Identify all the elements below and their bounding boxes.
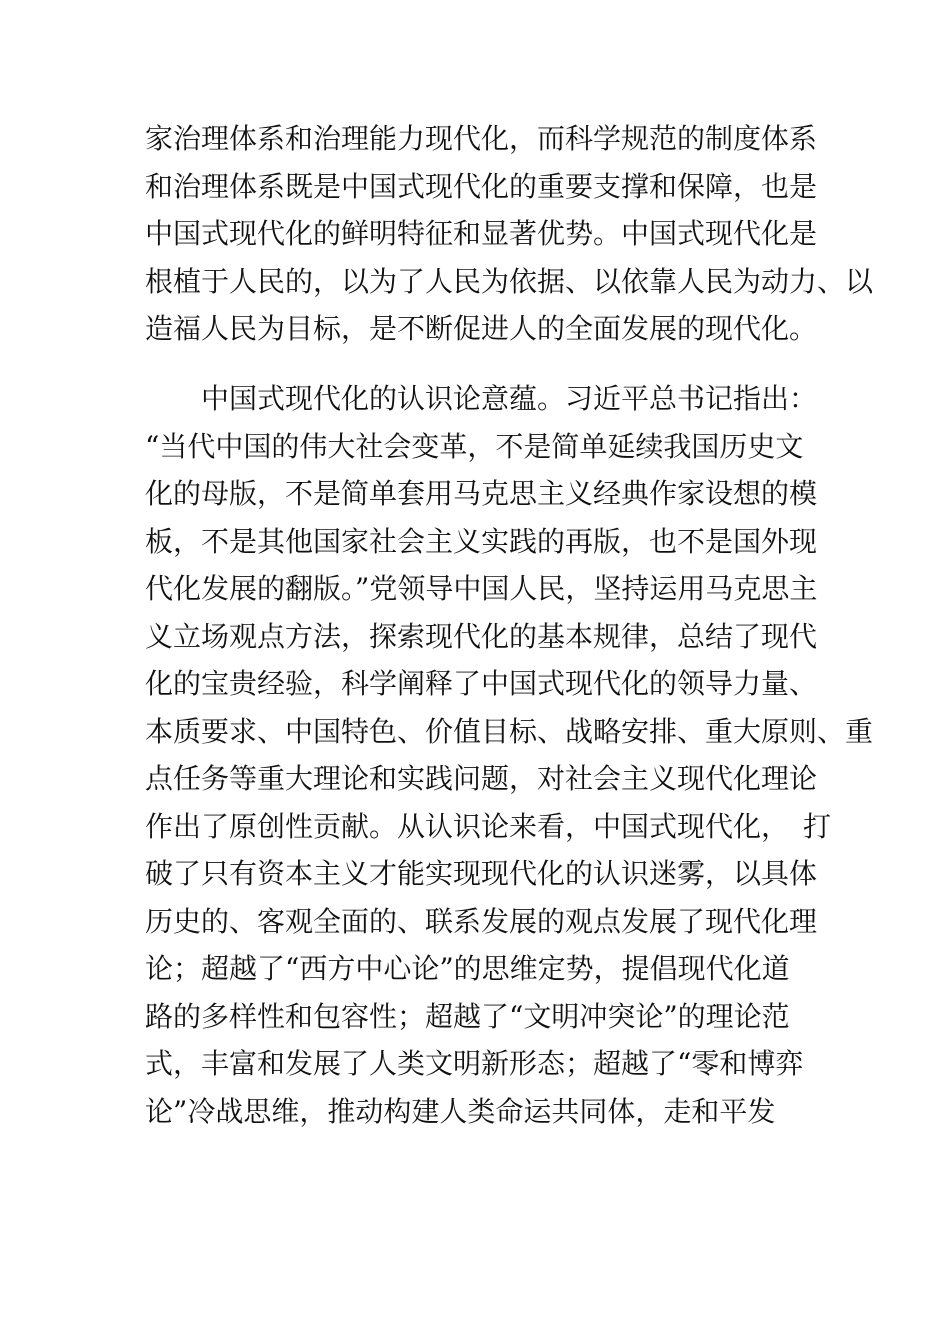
text-line: 作出了原创性贡献。从认识论来看，中国式现代化， 打 (145, 809, 832, 843)
text-line: 化的宝贵经验，科学阐释了中国式现代化的领导力量、 (145, 667, 818, 700)
text-line: 论”冷战思维，推动构建人类命运共同体，走和平发 (145, 1094, 776, 1128)
text-line: 破了只有资本主义才能实现现代化的认识迷雾，以具体 (145, 857, 818, 890)
text-line: 历史的、客观全面的、联系发展的观点发展了现代化理 (145, 904, 818, 938)
text-line: 式，丰富和发展了人类文明新形态；超越了“零和博弈 (145, 1047, 804, 1080)
text-line: 中国式现代化的认识论意蕴。习近平总书记指出： (145, 382, 818, 415)
text-line: 论；超越了“西方中心论”的思维定势，提倡现代化道 (145, 952, 790, 985)
text-line: 化的母版，不是简单套用马克思主义经典作家设想的模 (145, 477, 818, 510)
text-line: 点任务等重大理论和实践问题，对社会主义现代化理论 (145, 762, 818, 795)
paragraph (145, 115, 874, 353)
text-line: 造福人民为目标，是不断促进人的全面发展的现代化。 (145, 312, 818, 345)
text-line: 路的多样性和包容性；超越了“文明冲突论”的理论范 (145, 999, 790, 1033)
text-line: 根植于人民的，以为了人民为依据、以依靠人民为动力、以 (145, 264, 874, 298)
text-line: 义立场观点方法，探索现代化的基本规律，总结了现代 (145, 619, 818, 653)
text-line: 代化发展的翻版。”党领导中国人民，坚持运用马克思主 (145, 572, 818, 605)
text-line: 中国式现代化的鲜明特征和显著优势。中国式现代化是 (145, 217, 818, 250)
text-line: 家治理体系和治理能力现代化，而科学规范的制度体系 (145, 122, 818, 155)
paragraph (145, 375, 874, 1135)
text-line: 和治理体系既是中国式现代化的重要支撑和保障，也是 (145, 169, 818, 203)
text-line: 本质要求、中国特色、价值目标、战略安排、重大原则、重 (145, 714, 874, 748)
text-line: 板，不是其他国家社会主义实践的再版，也不是国外现 (145, 524, 818, 558)
text-line: “当代中国的伟大社会变革，不是简单延续我国历史文 (145, 429, 804, 463)
